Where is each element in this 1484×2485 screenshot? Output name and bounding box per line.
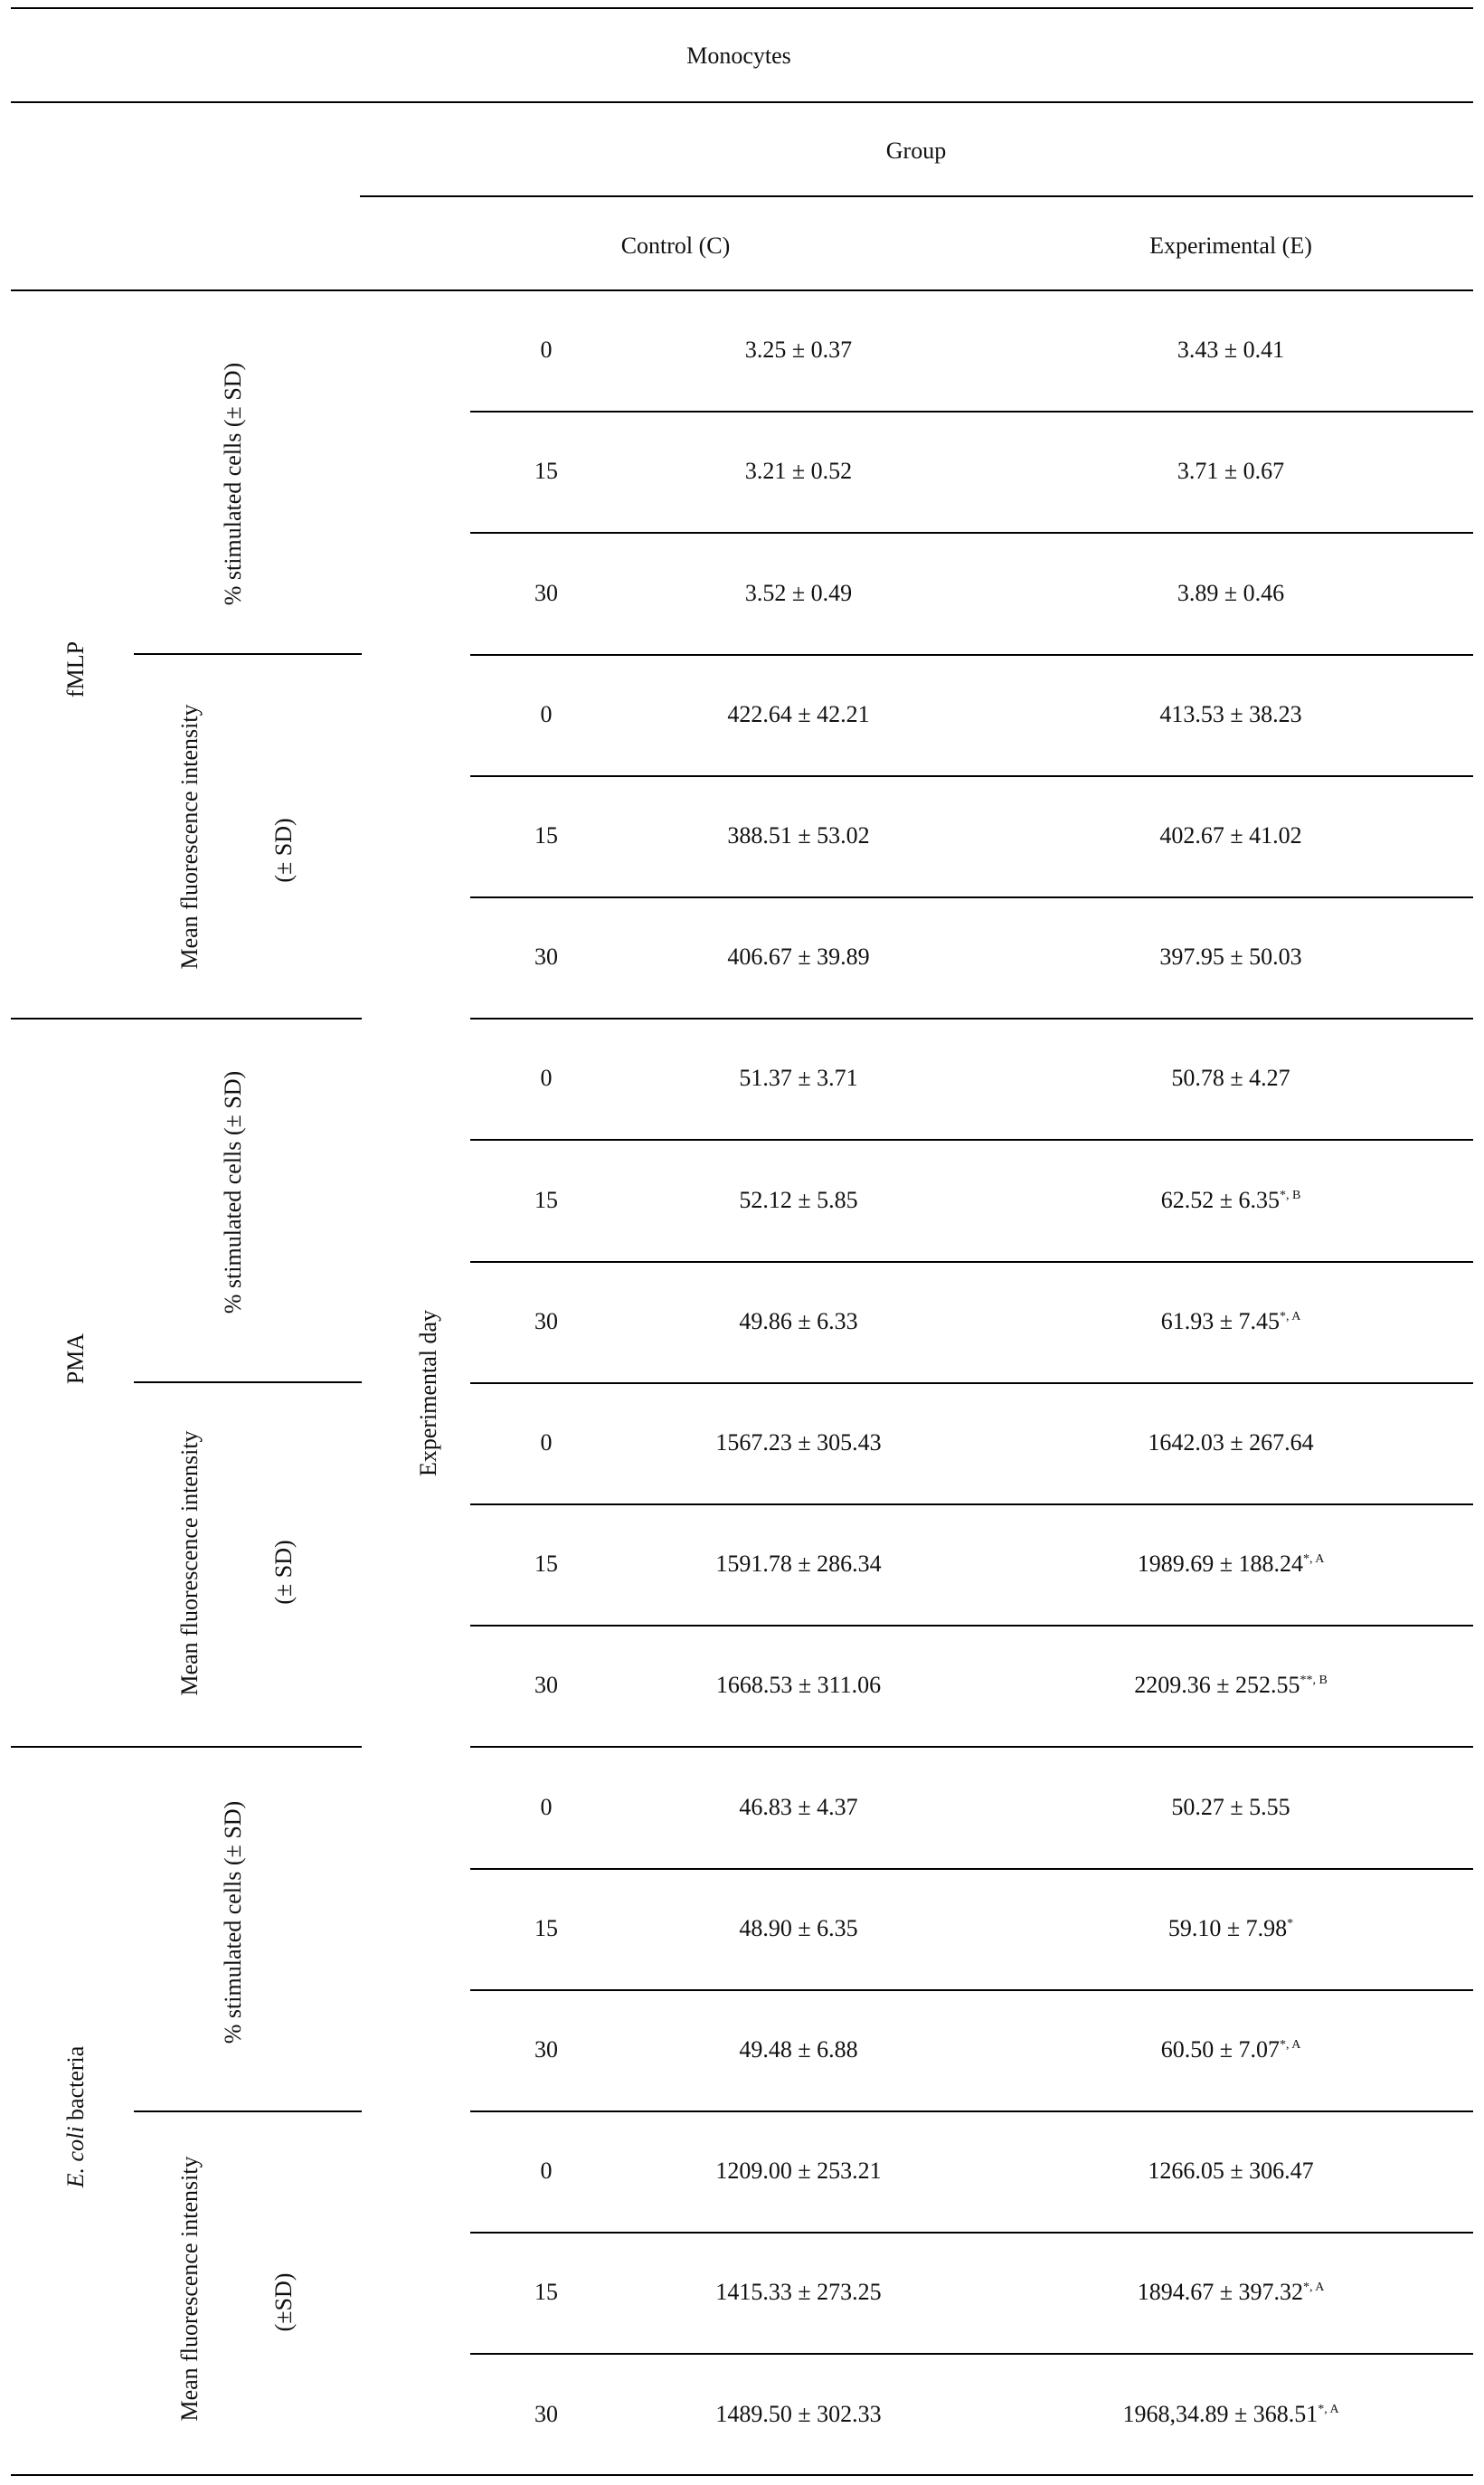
row-9-rule xyxy=(470,1503,1473,1505)
row-13-control: 48.90 ± 6.35 xyxy=(739,1914,858,1941)
row-5-experimental-value: 397.95 ± 50.03 xyxy=(1159,944,1302,971)
row-2-experimental-value: 3.89 ± 0.46 xyxy=(1177,579,1285,606)
column-header-control: Control (C) xyxy=(620,232,731,259)
row-3-experimental xyxy=(1159,700,1302,727)
rule-measure-sep-pma xyxy=(134,1381,362,1383)
measure-label-mfi-ecoli: Mean fluorescence intensity xyxy=(176,2156,203,2422)
row-10-control: 1591.78 ± 286.34 xyxy=(715,1551,882,1578)
measure-label-pct-fmlp: % stimulated cells (± SD) xyxy=(220,362,246,606)
row-15-rule xyxy=(470,2232,1473,2234)
rule-stimulus-sep-2 xyxy=(11,1746,362,1748)
measure-label-mfi-fmlp: Mean fluorescence intensity xyxy=(176,704,203,970)
row-2-control: 3.52 ± 0.49 xyxy=(744,579,853,606)
row-1-rule xyxy=(470,532,1473,534)
row-6-experimental xyxy=(1171,1067,1290,1090)
rule-measure-sep-fmlp xyxy=(134,653,362,655)
table-title: Monocytes xyxy=(686,43,791,69)
row-14-control: 49.48 ± 6.88 xyxy=(739,2035,858,2063)
row-13-rule xyxy=(470,1989,1473,1991)
row-16-rule xyxy=(470,2353,1473,2355)
row-12-control: 46.83 ± 4.37 xyxy=(739,1793,858,1820)
row-13-day: 15 xyxy=(534,1914,558,1941)
row-11-experimental xyxy=(1134,1674,1328,1697)
row-10-experimental xyxy=(1138,1552,1325,1576)
row-12-rule xyxy=(470,1868,1473,1870)
row-16-experimental-value: 1894.67 ± 397.32 xyxy=(1137,2279,1303,2306)
row-11-experimental-value: 2209.36 ± 252.55 xyxy=(1134,1672,1300,1699)
row-8-rule xyxy=(470,1382,1473,1384)
row-16-control: 1415.33 ± 273.25 xyxy=(715,2279,882,2306)
row-15-experimental xyxy=(1148,2159,1313,2183)
row-0-control: 3.25 ± 0.37 xyxy=(744,337,853,364)
row-7-experimental xyxy=(1160,1186,1301,1213)
row-14-day: 30 xyxy=(534,2035,558,2063)
row-9-experimental xyxy=(1148,1428,1314,1456)
row-0-experimental-value: 3.43 ± 0.41 xyxy=(1177,337,1285,364)
row-2-day: 30 xyxy=(534,579,558,606)
row-7-experimental-value: 62.52 ± 6.35 xyxy=(1160,1186,1280,1213)
rule-stimulus-sep-1 xyxy=(11,1018,362,1020)
row-14-experimental xyxy=(1160,2035,1301,2063)
measure-label-mfi-sd-fmlp: (± SD) xyxy=(270,818,297,883)
measure-label-mfi-sd-ecoli: (±SD) xyxy=(270,2272,297,2332)
measure-label-mfi-pma: Mean fluorescence intensity xyxy=(176,1430,203,1696)
row-10-significance-mark: *, A xyxy=(1302,1552,1325,1567)
rule-bottom xyxy=(11,2474,1473,2476)
row-9-day: 0 xyxy=(540,1428,553,1456)
row-15-day: 0 xyxy=(540,2158,553,2185)
row-5-rule xyxy=(470,1018,1473,1020)
row-8-control: 49.86 ± 6.33 xyxy=(739,1307,858,1334)
row-0-experimental xyxy=(1177,338,1284,362)
row-12-experimental xyxy=(1171,1793,1290,1820)
row-17-day: 30 xyxy=(534,2400,558,2427)
row-6-day: 0 xyxy=(540,1065,553,1092)
row-8-experimental xyxy=(1160,1307,1301,1334)
row-11-control: 1668.53 ± 311.06 xyxy=(715,1672,882,1699)
measure-label-pct-ecoli: % stimulated cells (± SD) xyxy=(220,1800,246,2044)
row-15-experimental-value: 1266.05 ± 306.47 xyxy=(1148,2158,1314,2185)
row-1-experimental-value: 3.71 ± 0.67 xyxy=(1177,458,1285,485)
row-10-day: 15 xyxy=(534,1551,558,1578)
row-7-rule xyxy=(470,1261,1473,1263)
row-5-control: 406.67 ± 39.89 xyxy=(727,944,870,971)
stimulus-label-ecoli-rest: bacteria xyxy=(62,2045,89,2127)
row-16-day: 15 xyxy=(534,2279,558,2306)
row-7-control: 52.12 ± 5.85 xyxy=(739,1186,858,1213)
row-2-experimental xyxy=(1177,579,1285,606)
row-16-significance-mark: *, A xyxy=(1302,2281,1325,2295)
row-5-experimental xyxy=(1159,945,1301,969)
row-1-day: 15 xyxy=(534,458,558,485)
row-5-day: 30 xyxy=(534,944,558,971)
rule-below-columns xyxy=(11,289,1473,291)
row-4-experimental xyxy=(1159,821,1302,849)
rule-measure-sep-ecoli xyxy=(134,2110,362,2112)
group-header: Group xyxy=(885,138,947,164)
rule-below-title xyxy=(11,101,1473,103)
row-8-experimental-value: 61.93 ± 7.45 xyxy=(1160,1307,1280,1334)
row-0-day: 0 xyxy=(540,337,553,364)
row-14-experimental-value: 60.50 ± 7.07 xyxy=(1160,2035,1280,2063)
row-15-control: 1209.00 ± 253.21 xyxy=(715,2158,882,2185)
row-3-experimental-value: 413.53 ± 38.23 xyxy=(1159,700,1302,727)
row-17-experimental-value: 1968,34.89 ± 368.51 xyxy=(1122,2400,1319,2427)
row-4-control: 388.51 ± 53.02 xyxy=(727,821,870,849)
row-17-control: 1489.50 ± 302.33 xyxy=(715,2400,882,2427)
row-16-experimental xyxy=(1138,2281,1325,2304)
row-4-rule xyxy=(470,896,1473,898)
row-2-rule xyxy=(470,654,1473,656)
row-7-significance-mark: *, B xyxy=(1279,1188,1301,1202)
row-4-day: 15 xyxy=(534,821,558,849)
stimulus-label-ecoli-italic: E. coli xyxy=(62,2126,89,2188)
row-10-rule xyxy=(470,1625,1473,1627)
row-13-experimental xyxy=(1167,1914,1294,1941)
row-12-experimental-value: 50.27 ± 5.55 xyxy=(1171,1793,1290,1820)
row-1-experimental xyxy=(1177,460,1284,483)
row-8-day: 30 xyxy=(534,1307,558,1334)
measure-label-mfi-sd-pma: (± SD) xyxy=(270,1540,297,1605)
row-14-significance-mark: *, A xyxy=(1279,2037,1301,2052)
row-12-day: 0 xyxy=(540,1793,553,1820)
column-header-experimental: Experimental (E) xyxy=(1149,232,1312,259)
row-6-rule xyxy=(470,1139,1473,1141)
stimulus-label-ecoli xyxy=(64,2046,88,2188)
row-3-rule xyxy=(470,775,1473,777)
row-6-control: 51.37 ± 3.71 xyxy=(739,1065,858,1092)
measure-label-pct-pma: % stimulated cells (± SD) xyxy=(220,1070,246,1314)
row-14-rule xyxy=(470,2110,1473,2112)
row-9-experimental-value: 1642.03 ± 267.64 xyxy=(1148,1428,1314,1456)
row-7-day: 15 xyxy=(534,1186,558,1213)
stimulus-label-pma: PMA xyxy=(62,1333,89,1385)
row-3-control: 422.64 ± 42.21 xyxy=(727,700,870,727)
row-17-significance-mark: *, A xyxy=(1318,2402,1339,2416)
rule-below-group xyxy=(360,195,1473,197)
row-17-experimental xyxy=(1122,2400,1339,2427)
stimulus-label-fmlp: fMLP xyxy=(62,640,89,698)
row-6-experimental-value: 50.78 ± 4.27 xyxy=(1171,1065,1290,1092)
row-11-significance-mark: **, B xyxy=(1300,1674,1328,1688)
row-13-experimental-value: 59.10 ± 7.98 xyxy=(1167,1914,1288,1941)
row-9-control: 1567.23 ± 305.43 xyxy=(715,1428,882,1456)
row-4-experimental-value: 402.67 ± 41.02 xyxy=(1159,821,1302,849)
rule-top xyxy=(11,7,1473,9)
row-11-rule xyxy=(470,1746,1473,1748)
row-8-significance-mark: *, A xyxy=(1279,1309,1301,1323)
row-10-experimental-value: 1989.69 ± 188.24 xyxy=(1137,1551,1303,1578)
row-0-rule xyxy=(470,411,1473,413)
row-3-day: 0 xyxy=(540,700,553,727)
day-axis-label: Experimental day xyxy=(415,1309,441,1477)
row-13-significance-mark: * xyxy=(1287,1916,1294,1930)
row-1-control: 3.21 ± 0.52 xyxy=(744,458,853,485)
row-11-day: 30 xyxy=(534,1672,558,1699)
